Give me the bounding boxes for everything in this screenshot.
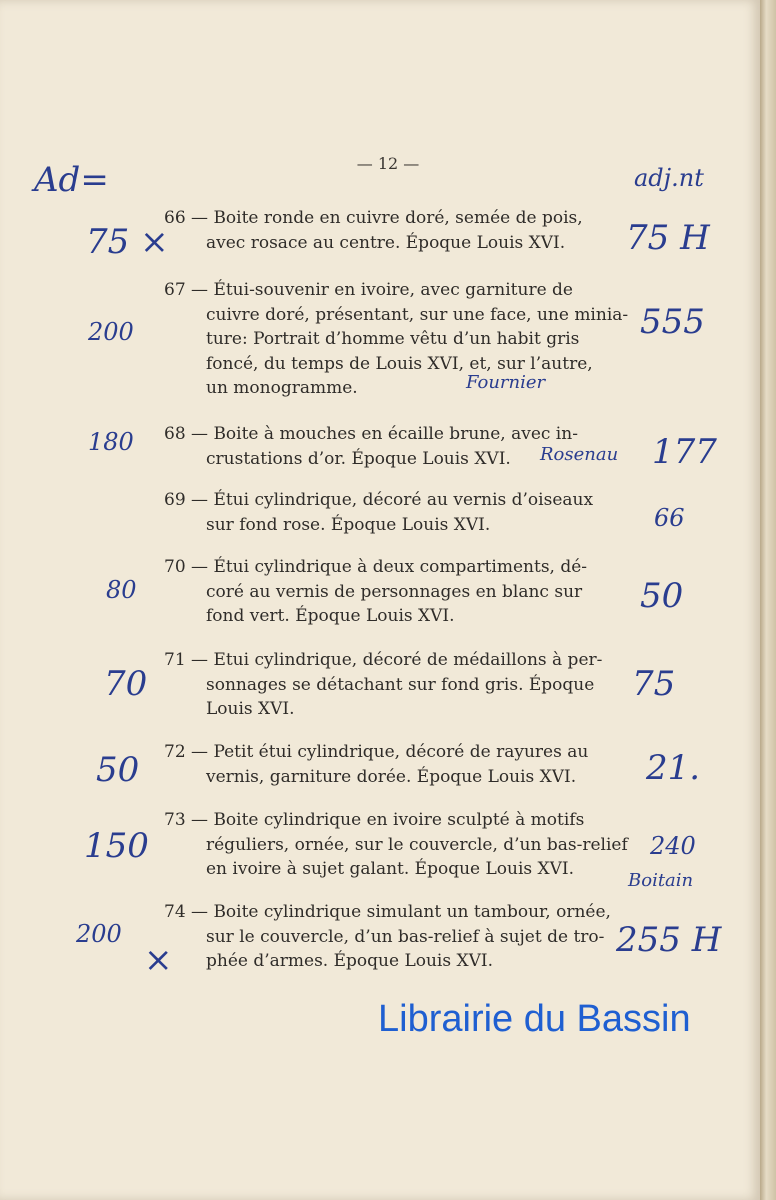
watermark: Librairie du Bassin	[378, 998, 691, 1040]
handwritten-price: 75 H	[626, 218, 710, 258]
handwritten-price: 555	[640, 302, 705, 342]
handwritten-price: 180	[88, 428, 134, 456]
entry-line: 72 — Petit étui cylindrique, décoré de rayures au	[164, 742, 589, 762]
handwritten-price: 255 H	[616, 920, 722, 960]
catalog-entry-67	[164, 278, 629, 401]
entry-line: sonnages se détachant sur fond gris. Époque	[206, 674, 595, 695]
entry-line: avec rosace au centre. Époque Louis XVI.	[206, 232, 566, 253]
handwritten-price: 70	[104, 664, 148, 704]
page-edge	[760, 0, 776, 1200]
catalog-entry-66	[164, 206, 629, 255]
entry-line: un monogramme.	[206, 378, 358, 398]
handwritten-price: 177	[652, 432, 717, 472]
entry-line: 68 — Boite à mouches en écaille brune, avec in-	[164, 424, 578, 444]
entry-line: ture: Portrait d’homme vêtu d’un habit gris	[206, 329, 580, 349]
entry-line: vernis, garniture dorée. Époque Louis XVI.	[206, 766, 577, 787]
handwritten-price: 21.	[646, 748, 701, 788]
handwritten-price: 200	[88, 318, 134, 346]
catalog-entry-74	[164, 900, 629, 974]
entry-line: foncé, du temps de Louis XVI, et, sur l’autre,	[206, 353, 593, 374]
catalog-entry-72	[164, 740, 629, 789]
handwritten-price: 200	[76, 920, 122, 948]
handwritten-price: 50	[96, 750, 140, 790]
catalog-entry-71	[164, 648, 629, 722]
handwritten-price: 75 ×	[86, 222, 169, 262]
entry-line: 73 — Boite cylindrique en ivoire sculpté à motifs	[164, 810, 585, 830]
entry-line: sur le couvercle, d’un bas-relief à sujet de tro-	[206, 926, 605, 947]
handwritten-buyer-signature: Rosenau	[540, 444, 619, 465]
entry-line: en ivoire à sujet galant. Époque Louis XVI.	[206, 859, 575, 879]
catalog-entry-70	[164, 555, 629, 629]
page-number: — 12 —	[356, 154, 420, 173]
entry-line: fond vert. Époque Louis XVI.	[206, 606, 455, 626]
entry-line: phée d’armes. Époque Louis XVI.	[206, 951, 493, 971]
entry-line: cuivre doré, présentant, sur une face, une minia-	[206, 304, 629, 325]
handwritten-price: 75	[632, 664, 676, 704]
handwritten-price: 240	[650, 832, 696, 860]
entry-line: crustations d’or. Époque Louis XVI.	[206, 448, 511, 469]
entry-line: 69 — Étui cylindrique, décoré au vernis d’oiseaux	[164, 490, 594, 510]
entry-line: 66 — Boite ronde en cuivre doré, semée de pois,	[164, 208, 583, 228]
handwritten-note: adj.nt	[634, 164, 704, 192]
entry-line: réguliers, ornée, sur le couvercle, d’un bas-relief	[206, 834, 628, 855]
catalog-entry-73	[164, 808, 629, 882]
entry-line: sur fond rose. Époque Louis XVI.	[206, 514, 491, 535]
handwritten-price: 66	[654, 504, 685, 532]
handwritten-mark: ×	[144, 940, 173, 980]
handwritten-buyer-signature: Fournier	[466, 372, 546, 393]
entry-line: 67 — Étui-souvenir en ivoire, avec garniture de	[164, 280, 573, 300]
entry-line: 74 — Boite cylindrique simulant un tambour, ornée,	[164, 902, 611, 922]
catalog-entry-69	[164, 488, 629, 537]
entry-line: Louis XVI.	[206, 699, 295, 719]
handwritten-buyer-signature: Boitain	[628, 870, 694, 891]
entry-line: 70 — Étui cylindrique à deux compartiments, dé-	[164, 557, 588, 577]
handwritten-price: 80	[106, 576, 137, 604]
handwritten-price: 50	[640, 576, 684, 616]
entry-line: coré au vernis de personnages en blanc sur	[206, 581, 583, 602]
handwritten-note: Ad=	[34, 160, 109, 200]
handwritten-price: 150	[84, 826, 149, 866]
entry-line: 71 — Etui cylindrique, décoré de médaillons à per-	[164, 650, 603, 670]
